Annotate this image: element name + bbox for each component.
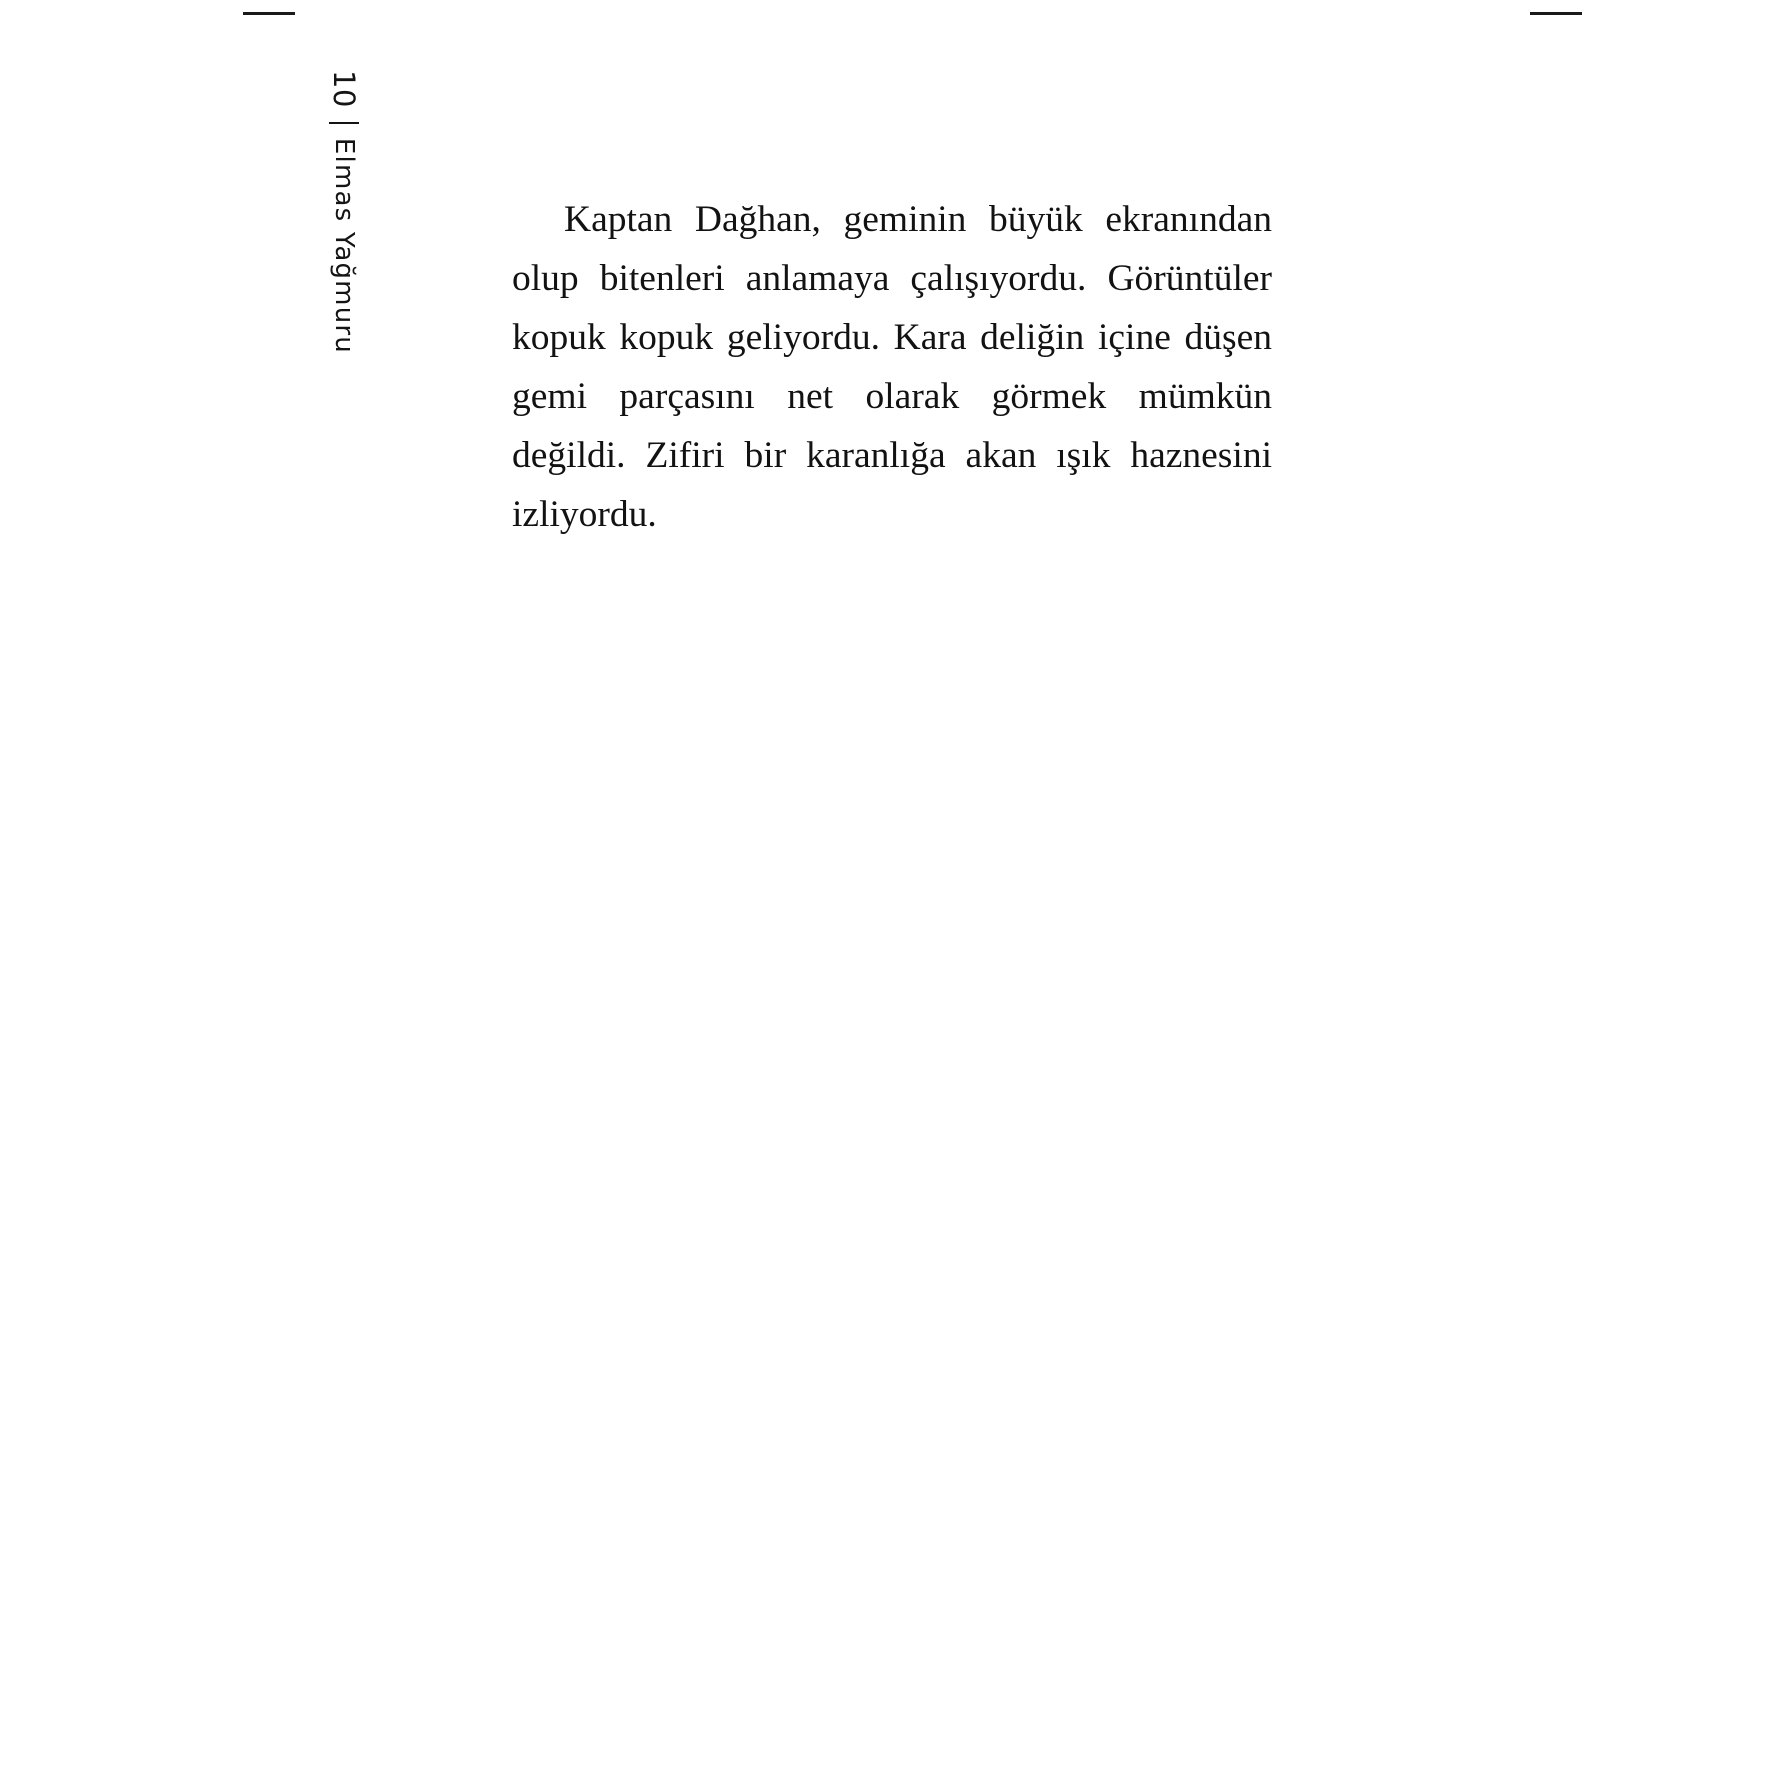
book-title: Elmas Yağmuru	[329, 137, 359, 354]
running-head	[284, 70, 404, 390]
crop-mark-right-icon	[1530, 12, 1582, 15]
crop-mark-left-icon	[243, 12, 295, 15]
body-paragraph: Kaptan Dağhan, geminin büyük ekranından olup bitenleri anlamaya çalışıyordu. Görüntüler kopuk kopuk geliyordu. Kara deliğin içine düşen gemi parçasını net olarak görmek mümkün değildi. Zifiri bir karanlığa akan ışık haznesini izliyordu.	[512, 199, 1272, 535]
page-number: 10	[327, 70, 361, 108]
body-text-block	[512, 190, 1272, 544]
running-head-divider	[329, 122, 359, 124]
